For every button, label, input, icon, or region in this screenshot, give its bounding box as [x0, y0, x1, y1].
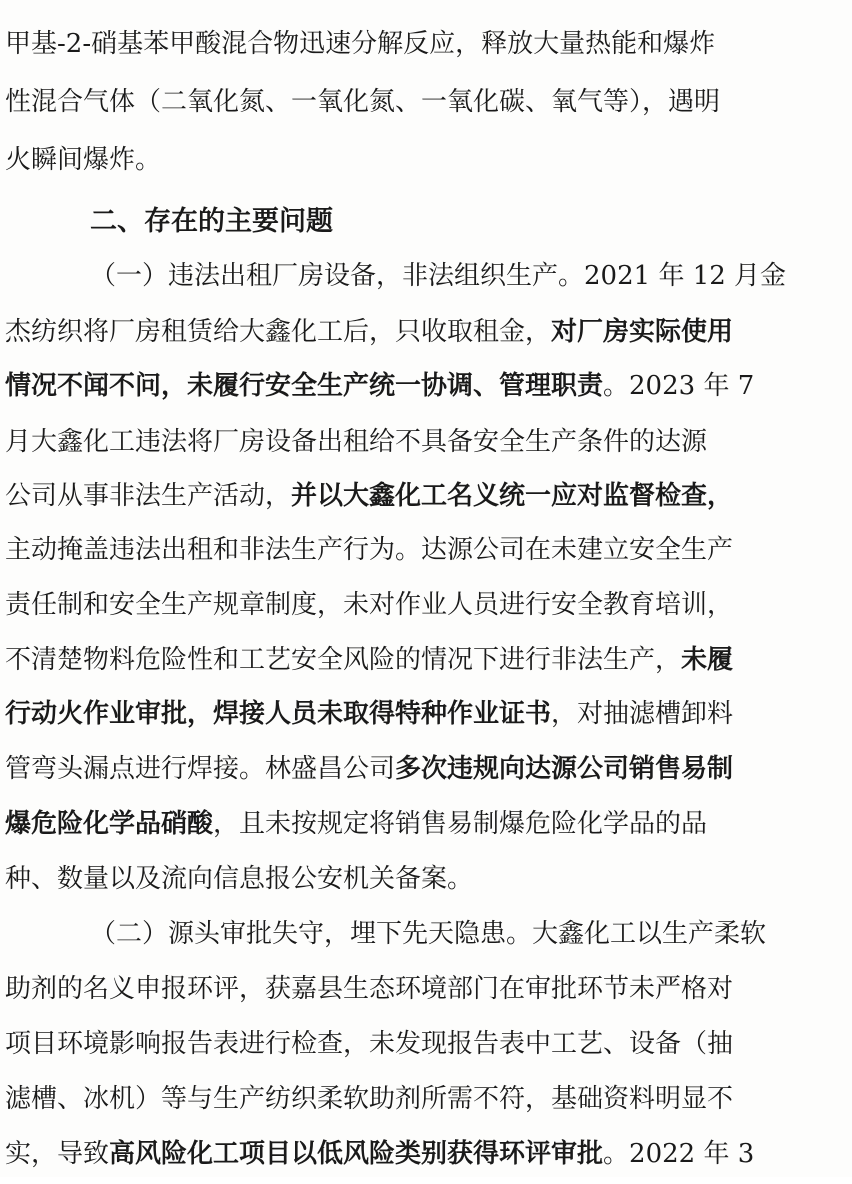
text-run: 助剂的名义申报环评，获嘉县生态环境部门在审批环节未严格对: [5, 974, 734, 1004]
bold-text-run: 多次违规向达源公司销售易制: [395, 754, 734, 784]
bold-text-run: 对厂房实际使用: [551, 317, 734, 347]
text-line: [5, 520, 825, 580]
text-run: 滤槽、冰机）等与生产纺织柔软助剂所需不符，基础资料明显不: [5, 1084, 734, 1114]
text-run: 不清楚物料危险性和工艺安全风险的情况下进行非法生产，: [5, 645, 682, 675]
text-line: [5, 1014, 825, 1074]
text-run: 火瞬间爆炸。: [5, 145, 162, 175]
text-run: 甲基-2-硝基苯甲酸混合物迅速分解反应，释放大量热能和爆炸: [5, 29, 716, 59]
text-run: 。2022 年 3: [603, 1139, 755, 1169]
text-line: [90, 246, 825, 306]
text-line: [5, 1069, 825, 1129]
bold-text-run: 并以大鑫化工名义统一应对监督检查，: [291, 481, 734, 511]
bold-text-run: 行动火作业审批，焊接人员未取得特种作业证书: [5, 699, 552, 729]
text-line: [5, 72, 825, 132]
text-run: 项目环境影响报告表进行检查，未发现报告表中工艺、设备（抽: [5, 1029, 734, 1059]
text-run: 性混合气体（二氧化氮、一氧化氮、一氧化碳、氧气等），遇明: [5, 87, 721, 117]
text-line: [5, 130, 215, 190]
text-line: [5, 466, 825, 526]
text-run: 主动掩盖违法出租和非法生产行为。达源公司在未建立安全生产: [5, 535, 734, 565]
bold-text-run: 高风险化工项目以低风险类别获得环评审批: [109, 1139, 604, 1169]
text-line: [5, 412, 825, 472]
text-line: [5, 575, 825, 635]
text-run: 月大鑫化工违法将厂房设备出租给不具备安全生产条件的达源: [5, 427, 708, 457]
text-line: [5, 356, 825, 416]
text-line: [5, 14, 825, 74]
text-run: 责任制和安全生产规章制度，未对作业人员进行安全教育培训，: [5, 590, 734, 620]
text-run: 种、数量以及流向信息报公安机关备案。: [5, 864, 474, 894]
text-run: 实，导致: [5, 1139, 110, 1169]
text-line: [5, 1124, 825, 1184]
text-line: [90, 904, 825, 964]
text-line: [5, 959, 825, 1019]
paragraph-heading-run: （二）源头审批失守，埋下先天隐患。: [90, 919, 533, 949]
text-line: [5, 302, 825, 362]
bold-text-run: 未履: [681, 645, 734, 675]
text-line: [5, 739, 825, 799]
section-heading: [90, 192, 400, 252]
text-run: ，且未按规定将销售易制爆危险化学品的品: [213, 809, 708, 839]
text-run: 2021 年 12 月金: [584, 261, 787, 291]
text-run: 管弯头漏点进行焊接。林盛昌公司: [5, 754, 396, 784]
text-run: 。2023 年 7: [603, 371, 755, 401]
text-line: [5, 630, 825, 690]
bold-text-run: 爆危险化学品硝酸: [5, 809, 214, 839]
text-line: [5, 794, 825, 854]
bold-text-run: 情况不闻不问，未履行安全生产统一协调、管理职责: [5, 371, 604, 401]
text-run: ，对抽滤槽卸料: [551, 699, 734, 729]
text-run: 杰纺织将厂房租赁给大鑫化工后，只收取租金，: [5, 317, 552, 347]
paragraph-heading-run: （一）违法出租厂房设备，非法组织生产。: [90, 261, 585, 291]
text-line: [5, 849, 535, 909]
text-run: 大鑫化工以生产柔软: [532, 919, 767, 949]
text-run: 公司从事非法生产活动，: [5, 481, 292, 511]
bold-text-run: 二、存在的主要问题: [90, 206, 333, 237]
text-line: [5, 684, 825, 744]
